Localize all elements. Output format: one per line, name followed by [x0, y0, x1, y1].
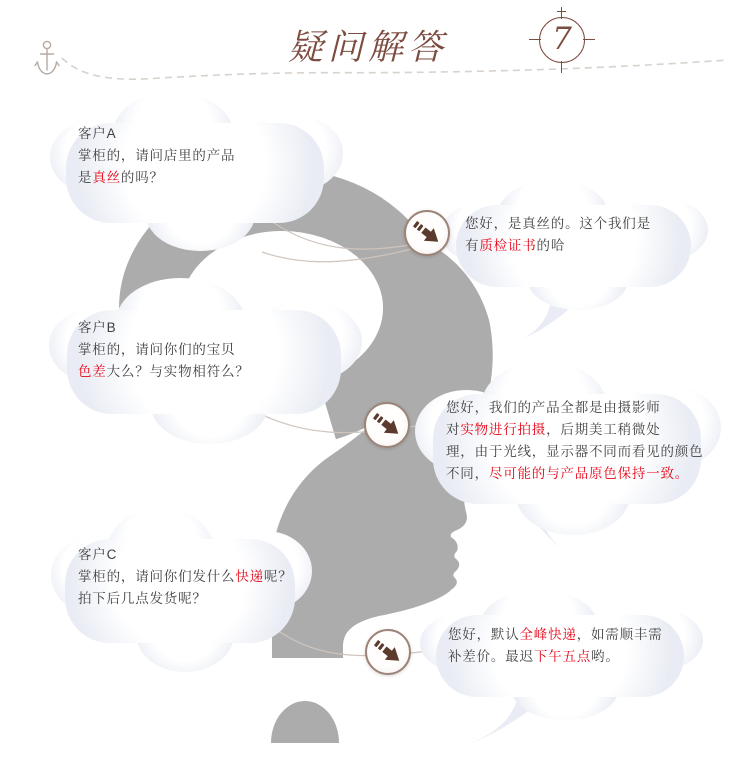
bubble-text: 掌柜的，请问你们发什么快递呢？ 拍下后几点发货呢？: [78, 569, 293, 606]
section-title: 疑问解答: [288, 28, 449, 68]
double-arrow-icon: [407, 213, 447, 253]
customer-label: 客户C: [78, 547, 118, 562]
badge-tick-bottom: [561, 61, 562, 73]
speech-bubble-customer-c: [58, 528, 302, 654]
bubble-text: 掌柜的，请问你们的宝贝 色差大么？与实物相符么？: [78, 342, 250, 379]
customer-label: 客户B: [78, 320, 117, 335]
customer-label: 客户A: [78, 126, 117, 141]
double-arrow-icon: [368, 632, 408, 672]
badge-tick-cross: [557, 11, 566, 12]
speech-bubble-reply-2: [424, 382, 710, 516]
reply-arrow-marker-1: [404, 210, 450, 256]
reply-arrow-marker-2: [364, 402, 410, 448]
bubble-text: 您好，是真丝的。这个我们是 有质检证书的哈: [465, 216, 651, 253]
question-mark-dot: [271, 701, 339, 743]
reply-arrow-marker-3: [365, 629, 411, 675]
bubble-text: 您好，我们的产品全都是由摄影师 对实物进行拍摄，后期美工稍微处 理，由于光线，显示器不同而看见的颜色 不同，尽可能的与产品原色保持一致。: [446, 400, 704, 481]
speech-bubble-reply-1: [448, 196, 698, 296]
double-arrow-icon: [367, 405, 407, 445]
bubble-text: 您好，默认全峰快递，如需顺丰需 补差价。最迟下午五点哟。: [448, 627, 663, 664]
speech-bubble-reply-3: [428, 606, 692, 706]
badge-tick-right: [583, 39, 595, 40]
bubble-text: 掌柜的，请问店里的产品 是真丝的吗？: [78, 148, 236, 185]
section-number: 7: [552, 21, 572, 57]
section-number-badge: [539, 17, 585, 63]
speech-bubble-customer-a: [58, 112, 332, 234]
anchor-icon: [35, 41, 59, 74]
speech-bubble-customer-b: [58, 298, 350, 426]
